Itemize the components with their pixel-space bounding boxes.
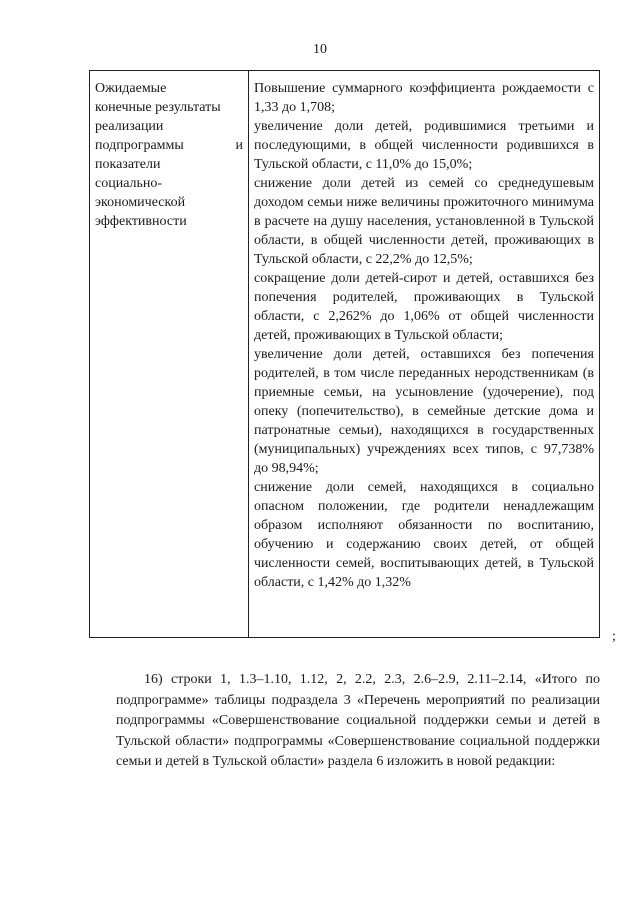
label-line: реализации	[95, 119, 164, 134]
result-item: Повышение суммарного коэффициента рождаемости с 1,33 до 1,708;	[254, 81, 594, 115]
table-row	[90, 71, 600, 638]
result-item: снижение доли семей, находящихся в социально опасном положении, где родители ненадлежащим образом исполняют обязанности по воспитанию, обучению и содержанию своих детей, от общей численности семей, воспитывающих детей, в Тульской области, с 1,42% до 1,32%	[254, 480, 594, 590]
label-line: экономической	[95, 195, 186, 210]
row-label-cell	[90, 71, 249, 638]
body-paragraph: 16) строки 1, 1.3–1.10, 1.12, 2, 2.2, 2.3, 2.6–2.9, 2.11–2.14, «Итого по подпрограмме» таблицы подраздела 3 «Перечень мероприятий по реализации подпрограммы «Совершенствование социальной поддержки семьи и детей в Тульской области» подпрограммы «Совершенствование социальной поддержки семьи и детей в Тульской области» раздела 6 изложить в новой редакции:	[116, 672, 600, 769]
result-item: увеличение доли детей, оставшихся без попечения родителей, в том числе переданных неродственникам (в приемные семьи, на усыновление (удочерение), под опеку (попечительство), в семейные детские дома и патронатные семьи), находящихся в государственных (муниципальных) учреждениях всех типов, с 97,738% до 98,94%;	[254, 347, 594, 476]
result-item: снижение доли детей из семей со среднедушевым доходом семьи ниже величины прожиточного минимума в расчете на душу населения, установленной в Тульской области, в общей численности детей, проживающих в Тульской области, с 22,2% до 12,5%;	[254, 176, 594, 267]
label-line: показатели	[95, 157, 161, 172]
label-line: эффективности	[95, 214, 187, 229]
trailing-semicolon: ;	[612, 629, 616, 644]
row-content-cell	[249, 71, 600, 638]
label-line: Ожидаемые	[95, 81, 167, 96]
label-line: социально-	[95, 176, 163, 191]
result-item: увеличение доли детей, родившимися третьими и последующими, в общей численности родившихся в Тульской области, с 11,0% до 15,0%;	[254, 119, 594, 172]
result-item: сокращение доли детей-сирот и детей, оставшихся без попечения родителей, проживающих в Тульской области, с 2,262% до 1,06% от общей численности детей, проживающих в Тульской области;	[254, 271, 594, 343]
label-line: конечные результаты	[95, 100, 221, 115]
page-number: 10	[313, 42, 327, 57]
expected-results-table	[89, 70, 600, 638]
label-line: подпрограммы и	[95, 138, 243, 153]
